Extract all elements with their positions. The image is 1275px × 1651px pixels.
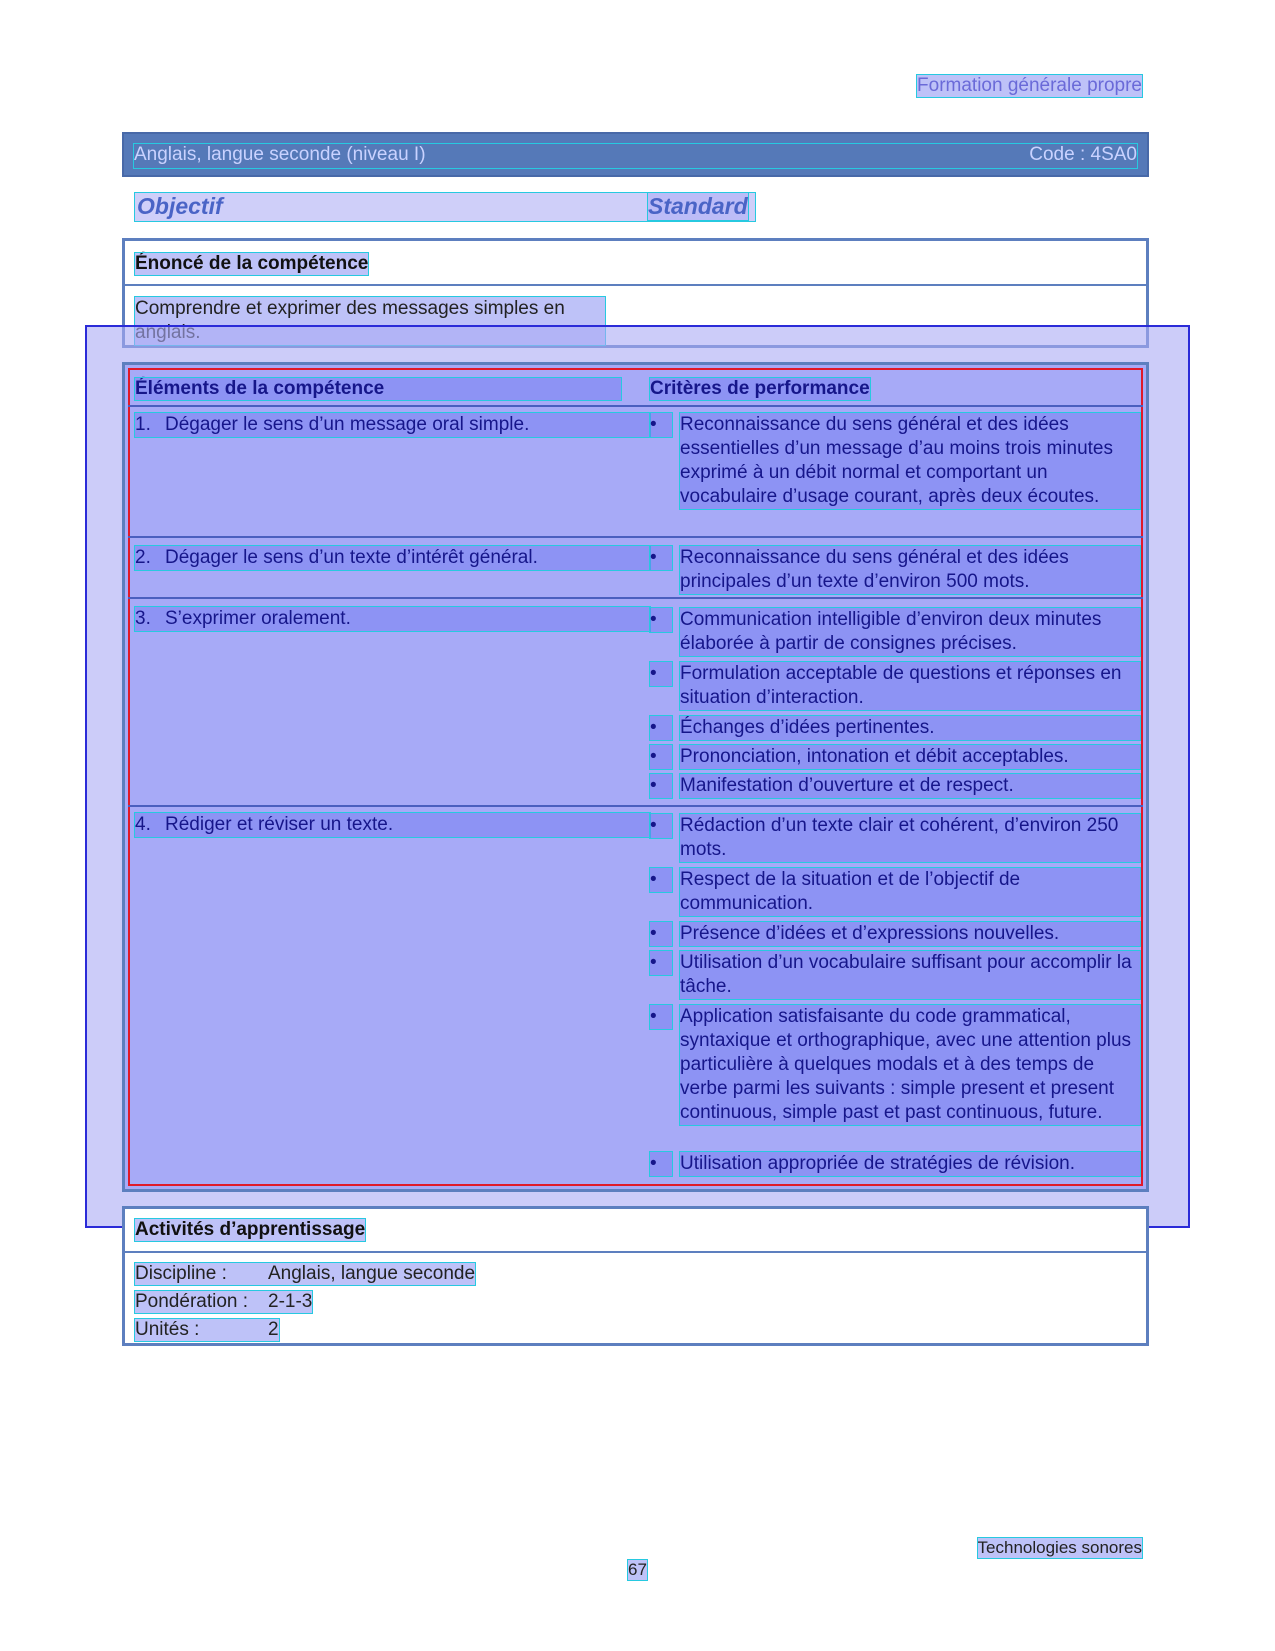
criterion-text: Communication intelligible d’environ deux minutes élaborée à partir de consignes précises. [680, 608, 1140, 656]
page-number: 67 [628, 1560, 647, 1579]
enonce-text: Comprendre et exprimer des messages simples en [135, 297, 605, 345]
row-divider [128, 597, 1143, 599]
element-text: Rédiger et réviser un texte. [165, 814, 394, 835]
criterion [650, 1152, 1140, 1176]
criterion [650, 868, 1140, 916]
element-text: Dégager le sens d’un texte d’intérêt général. [165, 547, 538, 568]
criterion [650, 1005, 1140, 1125]
criterion-text: Manifestation d’ouverture et de respect. [680, 774, 1140, 798]
element-1 [135, 413, 650, 437]
criterion-text: Présence d’idées et d’expressions nouvelles. [680, 922, 1140, 946]
element-text: Dégager le sens d’un message oral simple. [165, 414, 530, 435]
bullet-icon: • [650, 546, 672, 570]
course-code: Code : 4SA0 [1029, 144, 1137, 165]
unites-value: 2 [268, 1319, 279, 1340]
standard-heading: Standard [648, 193, 748, 219]
bullet-icon: • [650, 814, 672, 838]
element-number: 4. [135, 814, 151, 835]
competence-table [122, 362, 1149, 1192]
criterion [650, 662, 1140, 710]
criterion [650, 546, 1140, 594]
row-divider [128, 805, 1143, 807]
bullet-icon: • [650, 951, 672, 975]
running-header: Formation générale propre [917, 75, 1142, 96]
criterion-text: Respect de la situation et de l’objectif de communication. [680, 868, 1140, 916]
enonce-title: Énoncé de la compétence [135, 253, 369, 274]
element-3 [135, 607, 650, 631]
criterion-text: Application satisfaisante du code grammatical, syntaxique et orthographique, avec une attention plus particulière à quelques modals et à des temps de verbe parmi les suivants : simple present et present continuous, simple past et past continuous, future. [680, 1005, 1140, 1125]
course-title-bar [122, 132, 1149, 177]
bullet-icon: • [650, 774, 672, 798]
bullet-icon: • [650, 745, 672, 769]
element-text: S’exprimer oralement. [165, 608, 351, 629]
criterion-text: Utilisation appropriée de stratégies de révision. [680, 1152, 1140, 1176]
discipline-value: Anglais, langue seconde [268, 1263, 476, 1284]
criterion [650, 774, 1140, 798]
header-elements: Éléments de la compétence [135, 378, 621, 400]
criterion [650, 814, 1140, 862]
criterion-text: Formulation acceptable de questions et réponses en situation d’interaction. [680, 662, 1140, 710]
bullet-icon: • [650, 608, 672, 632]
element-number: 3. [135, 608, 151, 629]
criterion [650, 716, 1140, 740]
criterion [650, 951, 1140, 999]
header-divider [128, 405, 1143, 407]
header-criteria: Critères de performance [650, 378, 870, 399]
bullet-icon: • [650, 868, 672, 892]
ponderation-value: 2-1-3 [268, 1291, 313, 1312]
criterion-text: Échanges d’idées pertinentes. [680, 716, 1140, 740]
criterion [650, 608, 1140, 656]
unites-label: Unités : [135, 1319, 200, 1340]
activities-section [122, 1206, 1149, 1346]
activities-title: Activités d’apprentissage [135, 1219, 366, 1240]
bullet-icon: • [650, 413, 672, 437]
course-title: Anglais, langue seconde (niveau I) [134, 144, 426, 165]
enonce-divider [125, 284, 1146, 286]
row-divider [128, 536, 1143, 538]
criterion [650, 745, 1140, 769]
bullet-icon: • [650, 1005, 672, 1029]
criterion-text: Utilisation d’un vocabulaire suffisant pour accomplir la tâche. [680, 951, 1140, 999]
bullet-icon: • [650, 922, 672, 946]
objectif-heading: Objectif [135, 193, 755, 221]
element-number: 1. [135, 414, 151, 435]
criterion-text: Prononciation, intonation et débit acceptables. [680, 745, 1140, 769]
bullet-icon: • [650, 716, 672, 740]
element-2 [135, 546, 650, 570]
ponderation-row [135, 1291, 312, 1313]
criterion-text: Rédaction d’un texte clair et cohérent, d’environ 250 mots. [680, 814, 1140, 862]
criterion-text: Reconnaissance du sens général et des idées essentielles d’un message d’au moins trois minutes exprimé à un débit normal et comportant un vocabulaire d’usage courant, après deux écoutes. [680, 413, 1140, 509]
unites-row [135, 1319, 279, 1341]
criterion [650, 413, 1140, 509]
criterion-text: Reconnaissance du sens général et des idées principales d’un texte d’environ 500 mots. [680, 546, 1140, 594]
footer-program: Technologies sonores [977, 1538, 1142, 1557]
bullet-icon: • [650, 662, 672, 686]
element-4 [135, 813, 650, 837]
criterion [650, 922, 1140, 946]
ponderation-label: Pondération : [135, 1291, 249, 1312]
activities-divider [125, 1251, 1146, 1253]
discipline-row [135, 1263, 475, 1285]
discipline-label: Discipline : [135, 1263, 227, 1284]
bullet-icon: • [650, 1152, 672, 1176]
element-number: 2. [135, 547, 151, 568]
